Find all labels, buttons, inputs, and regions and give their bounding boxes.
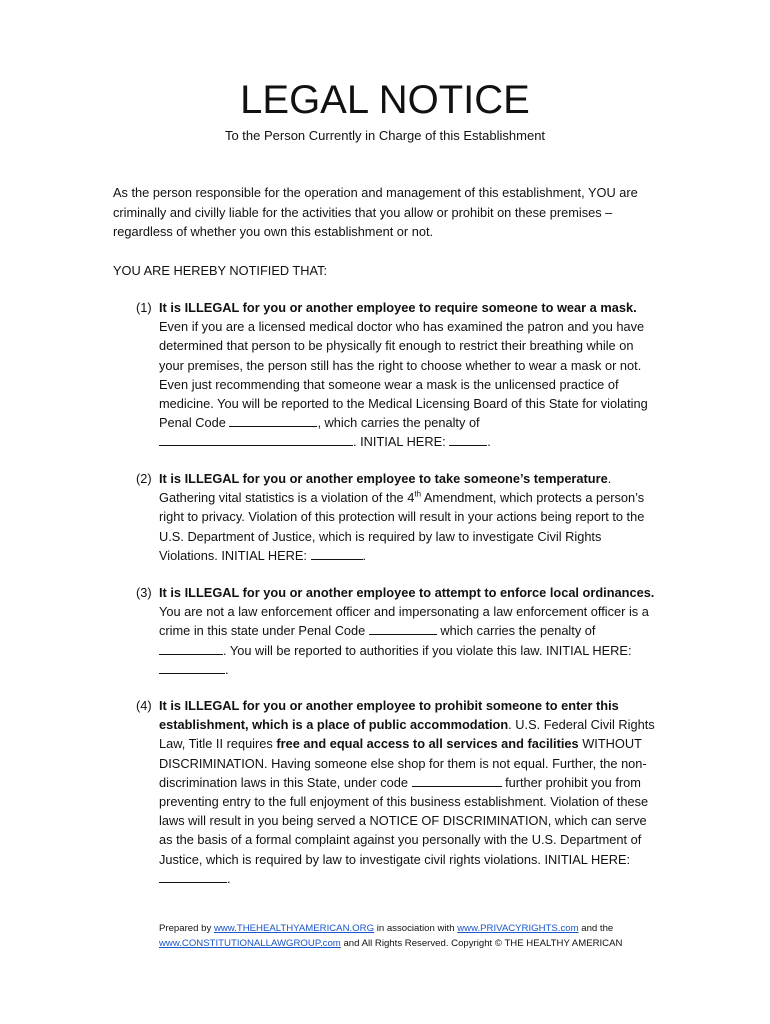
item-text <box>159 696 656 888</box>
item-number: (2) <box>136 471 152 486</box>
item-body: Even if you are a licensed medical doctor who has examined the patron and you have determined that person to be physically fit enough to restrict their breathing while on your premises, the person still has the right to choose whether to wear a mask or not. Even just recommending that someone wear a mask is the unlicensed practice of medicine. You will be reported to the Medical Licensing Board of this State for violating Penal Code <box>159 319 648 431</box>
page-subtitle: To the Person Currently in Charge of this Establishment <box>224 128 546 143</box>
link-thehealthyamerican[interactable]: www.THEHEALTHYAMERICAN.ORG <box>213 923 375 934</box>
item-body: . <box>362 547 367 563</box>
initial-blank[interactable] <box>449 433 487 446</box>
footer-text: in association with <box>374 923 458 934</box>
initial-label: . INITIAL HERE: <box>353 434 450 450</box>
code-blank[interactable] <box>412 774 502 787</box>
item-body: WITHOUT DISCRIMINATION. Having someone else shop for them is not equal. Further, the non-discrimination laws in this State, under code <box>159 736 647 790</box>
item-number: (1) <box>136 300 152 315</box>
item-body: . <box>227 870 231 886</box>
item-heading: It is ILLEGAL for you or another employee to require someone to wear a mask. <box>159 300 637 315</box>
item-body: , which carries the penalty of <box>317 415 480 431</box>
item-number: (4) <box>136 698 152 713</box>
item-text <box>159 469 656 565</box>
penalty-blank[interactable] <box>159 433 353 446</box>
item-number: (3) <box>136 585 152 600</box>
initial-label: . You will be reported to authorities if you violate this law. INITIAL HERE: <box>223 642 632 658</box>
notified-heading: YOU ARE HEREBY NOTIFIED THAT: <box>113 263 328 278</box>
item-text <box>159 583 656 679</box>
item-body: which carries the penalty of <box>436 623 596 639</box>
initial-blank[interactable] <box>159 661 225 674</box>
item-body: . Gathering vital statistics is a violation of the 4 <box>159 471 612 506</box>
footer-text: and All Rights Reserved. Copyright © THE HEALTHY AMERICAN <box>340 938 623 949</box>
initial-blank[interactable] <box>159 870 227 883</box>
initial-blank[interactable] <box>311 547 363 560</box>
ordinal-suffix: th <box>414 489 422 499</box>
item-body: . <box>225 661 229 677</box>
footer-text: and the <box>578 923 614 934</box>
item-emphasis: free and equal access to all services and facilities <box>276 736 579 752</box>
intro-paragraph: As the person responsible for the operation and management of this establishment, YOU are criminally and civilly liable for the activities that you allow or prohibit on these premises – regardless of whether you own this establishment or not. <box>113 185 638 240</box>
page-title: LEGAL NOTICE <box>240 78 530 122</box>
item-body: . U.S. Federal Civil Rights Law, Title II requires <box>159 717 655 752</box>
notice-item-4 <box>136 696 656 888</box>
notice-item-2 <box>136 469 656 565</box>
footer-credits <box>159 921 659 951</box>
item-body: You are not a law enforcement officer and impersonating a law enforcement officer is a crime in this state under Penal Code <box>159 604 649 639</box>
penalty-blank[interactable] <box>159 642 223 655</box>
item-body: . <box>487 434 491 450</box>
link-constitutionallawgroup[interactable]: www.CONSTITUTIONALLAWGROUP.com <box>159 938 341 949</box>
notice-item-1 <box>136 298 656 452</box>
link-privacyrights[interactable]: www.PRIVACYRIGHTS.com <box>457 923 579 934</box>
notice-item-3 <box>136 583 656 679</box>
item-text <box>159 298 656 452</box>
penal-code-blank[interactable] <box>229 414 317 427</box>
item-heading: It is ILLEGAL for you or another employee to attempt to enforce local ordinances. <box>159 585 655 600</box>
item-body: Amendment, which protects a person’s right to privacy. Violation of this protection will result in your actions being report to the U.S. Department of Justice, which is required by law to investigate Civil Rights Violations. INITIAL HERE: <box>159 490 645 563</box>
penal-code-blank[interactable] <box>369 622 437 635</box>
item-heading: It is ILLEGAL for you or another employee to take someone’s temperature <box>159 471 608 486</box>
item-heading: It is ILLEGAL for you or another employee to prohibit someone to enter this establishment, which is a place of public accommodation <box>159 698 619 733</box>
footer-text: Prepared by <box>159 923 214 934</box>
item-body: further prohibit you from preventing entry to the full enjoyment of this business establishment. Violation of these laws will result in you being served a NOTICE OF DISCRIMINATION, which can serve as the basis of a formal complaint against you personally with the U.S. Department of Justice, which is required by law to investigate civil rights violations. INITIAL HERE: <box>159 774 649 867</box>
